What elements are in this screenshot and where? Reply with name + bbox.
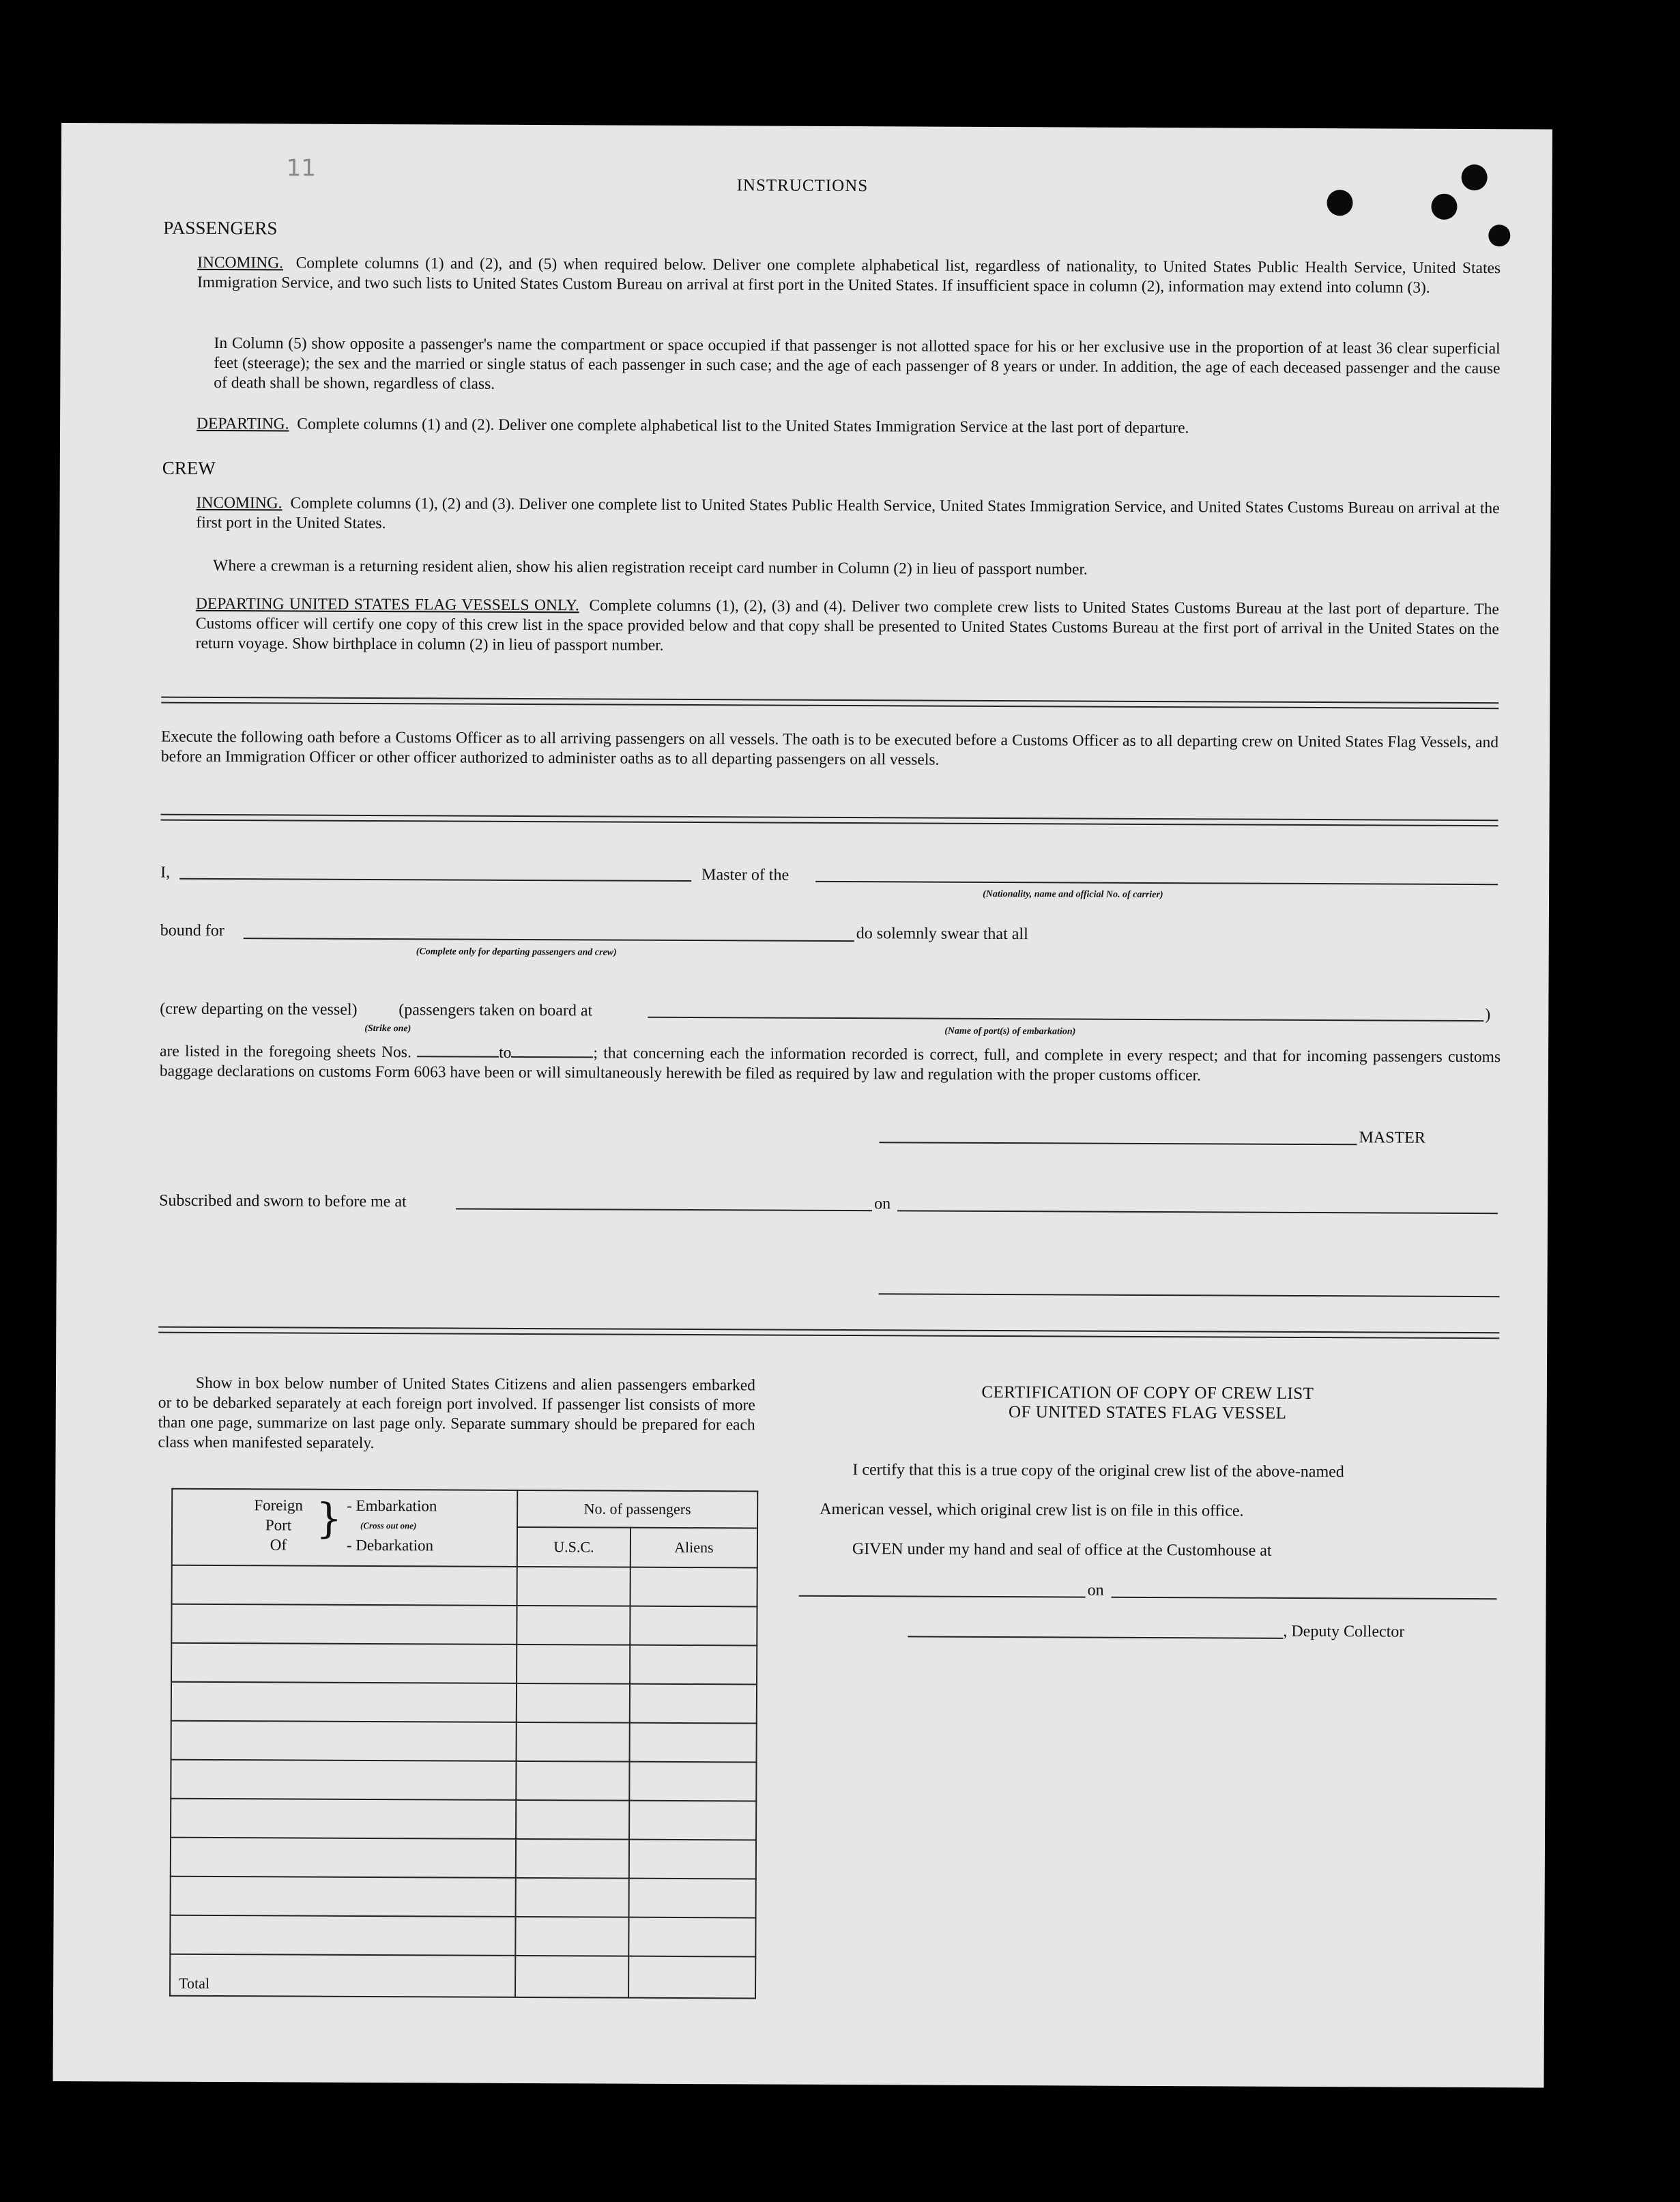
- embarkation-option: - Embarkation: [347, 1496, 437, 1515]
- usc-cell[interactable]: [517, 1567, 631, 1606]
- aliens-cell[interactable]: [629, 1840, 756, 1879]
- usc-header: U.S.C.: [517, 1527, 631, 1567]
- crew-incoming-label: INCOMING.: [196, 493, 283, 512]
- crew-incoming-text: Complete columns (1), (2) and (3). Deliver one complete list to United States Public Health Service, United States Immigration Service, and United States Customs Bureau on arrival at the first port in the United States.: [196, 494, 1500, 533]
- passengers-incoming: [197, 253, 1501, 298]
- total-aliens-cell[interactable]: [628, 1956, 755, 1999]
- section-divider: [161, 814, 1498, 827]
- subscribed-label: Subscribed and sworn to before me at: [159, 1191, 407, 1211]
- port-cell[interactable]: [171, 1643, 517, 1683]
- table-row: [170, 1915, 755, 1957]
- cross-out-caption: (Cross out one): [360, 1520, 417, 1531]
- aliens-cell[interactable]: [630, 1684, 757, 1724]
- passengers-incoming-text: Complete columns (1) and (2), and (5) when required below. Deliver one complete alphabetical list, regardless of nationality, to United States Public Health Service, United States Immigration Service, and two such lists to United States Custom Bureau on arrival at first port in the United States. If insufficient space in column (2), information may extend into column (3).: [197, 254, 1501, 297]
- port-cell[interactable]: [171, 1721, 517, 1761]
- usc-cell[interactable]: [517, 1683, 630, 1723]
- punch-hole: [1462, 164, 1488, 190]
- page-title: INSTRUCTIONS: [736, 176, 869, 196]
- table-row: [171, 1721, 757, 1763]
- passengers-departing: [197, 414, 1500, 439]
- aliens-cell[interactable]: [628, 1917, 755, 1957]
- passengers-heading: PASSENGERS: [163, 217, 278, 239]
- foreign-label: Foreign: [254, 1496, 303, 1514]
- usc-cell[interactable]: [516, 1839, 629, 1879]
- master-label: MASTER: [1359, 1129, 1425, 1147]
- usc-cell[interactable]: [516, 1800, 629, 1840]
- table-row: [171, 1682, 757, 1724]
- customhouse-field[interactable]: [799, 1595, 1086, 1598]
- table-row: [171, 1760, 756, 1801]
- master-name-field[interactable]: [179, 878, 691, 882]
- oath-i-label: I,: [160, 863, 171, 882]
- passenger-summary-table: [169, 1488, 758, 1999]
- crew-departing-label: DEPARTING UNITED STATES FLAG VESSELS ONLY.: [195, 594, 579, 615]
- embarkation-port-field[interactable]: [648, 1017, 1483, 1022]
- table-row: [171, 1604, 757, 1646]
- aliens-cell[interactable]: [629, 1762, 756, 1801]
- usc-cell[interactable]: [517, 1645, 630, 1684]
- passengers-departing-label: DEPARTING.: [197, 414, 289, 433]
- no-of-passengers-header: No. of passengers: [517, 1490, 757, 1529]
- officer-signature-field[interactable]: [879, 1293, 1500, 1297]
- certification-title: [841, 1382, 1455, 1424]
- ports-caption: (Name of port(s) of embarkation): [944, 1026, 1076, 1037]
- listed-to: to: [499, 1043, 512, 1062]
- passengers-taken-option: (passengers taken on board at: [399, 1001, 593, 1020]
- sheet-to-field[interactable]: [511, 1044, 593, 1058]
- aliens-cell[interactable]: [630, 1723, 757, 1763]
- total-row: [170, 1954, 755, 1999]
- certification-on-label: on: [1087, 1581, 1104, 1599]
- brace-glyph: }: [315, 1494, 343, 1543]
- usc-cell[interactable]: [517, 1722, 630, 1762]
- crew-departing: [196, 594, 1499, 659]
- master-signature-field[interactable]: [879, 1142, 1357, 1145]
- foreign-port-header: [172, 1489, 517, 1567]
- crew-departing-option: (crew departing on the vessel): [160, 1000, 358, 1019]
- passengers-column5: In Column (5) show opposite a passenger's name the compartment or space occupied if that passenger is not allotted space for his or her exclusive use in the proportion of at least 36 clear superficial feet (steerage); the sex and the married or single status of each passenger in such case; and the age of each passenger of 8 years or under. In addition, the age of each deceased passenger and the cause of death shall be shown, regardless of class.: [214, 334, 1501, 393]
- port-label: Port: [265, 1516, 292, 1534]
- port-cell[interactable]: [172, 1565, 517, 1606]
- document-page: [53, 123, 1552, 2088]
- table-row: [171, 1799, 756, 1840]
- usc-cell[interactable]: [516, 1761, 629, 1801]
- certification-date-field[interactable]: [1112, 1597, 1497, 1599]
- sworn-on-label: on: [874, 1195, 891, 1213]
- bound-for-label: bound for: [160, 921, 225, 940]
- port-cell[interactable]: [171, 1682, 517, 1722]
- master-of-label: Master of the: [701, 866, 790, 884]
- port-cell[interactable]: [171, 1877, 516, 1917]
- listed-pre: are listed in the foregoing sheets Nos.: [160, 1042, 411, 1062]
- usc-cell[interactable]: [515, 1917, 628, 1956]
- strike-one-caption: (Strike one): [364, 1023, 411, 1034]
- oath-listed-paragraph: [160, 1042, 1501, 1088]
- bound-for-caption: (Complete only for departing passengers and crew): [416, 946, 617, 958]
- usc-cell[interactable]: [517, 1606, 630, 1645]
- aliens-cell[interactable]: [631, 1567, 757, 1607]
- deputy-collector-label: , Deputy Collector: [1283, 1622, 1405, 1641]
- close-paren: ): [1485, 1006, 1491, 1024]
- punch-hole: [1327, 190, 1352, 216]
- table-row: [171, 1877, 756, 1918]
- swear-text: do solemnly swear that all: [856, 925, 1028, 944]
- certification-title-line1: CERTIFICATION OF COPY OF CREW LIST: [981, 1382, 1314, 1404]
- bound-for-field[interactable]: [244, 938, 854, 942]
- handwritten-mark: 11: [286, 154, 317, 182]
- sheet-from-field[interactable]: [417, 1043, 499, 1058]
- section-divider: [161, 697, 1498, 710]
- port-cell[interactable]: [170, 1915, 515, 1956]
- certification-title-line2: OF UNITED STATES FLAG VESSEL: [1009, 1403, 1287, 1423]
- summary-instruction: Show in box below number of United States Citizens and alien passengers embarked or to be debarked separately at each foreign port involved. If passenger list consists of more than one page, summarize on last page only. Separate summary should be prepared for each class when manifested separately.: [158, 1374, 755, 1453]
- oath-instruction: Execute the following oath before a Customs Officer as to all arriving passengers on all vessels. The oath is to be executed before a Customs Officer as to all departing crew on United States Flag Vessels, and before an Immigration Officer or other officer authorized to administer oaths as to all departing passengers on all vessels.: [160, 727, 1499, 769]
- port-cell[interactable]: [171, 1604, 517, 1645]
- debarkation-option: - Debarkation: [346, 1536, 434, 1554]
- aliens-cell[interactable]: [630, 1606, 757, 1646]
- crew-incoming: [196, 493, 1499, 538]
- certify-line2: American vessel, which original crew list is on file in this office.: [820, 1500, 1244, 1520]
- aliens-cell[interactable]: [629, 1879, 756, 1918]
- section-divider: [158, 1327, 1499, 1339]
- crew-resident: Where a crewman is a returning resident alien, show his alien registration receipt card number in Column (2) in lieu of passport number.: [213, 556, 1088, 579]
- carrier-caption: (Nationality, name and official No. of carrier): [983, 888, 1163, 901]
- table-row: [171, 1838, 756, 1879]
- given-line: GIVEN under my hand and seal of office at the Customhouse at: [852, 1540, 1272, 1560]
- summary-header-row: [172, 1489, 757, 1529]
- sworn-date-field[interactable]: [897, 1210, 1498, 1214]
- crew-heading: CREW: [162, 457, 216, 478]
- port-cell[interactable]: [171, 1838, 516, 1878]
- total-usc-cell[interactable]: [515, 1956, 628, 1998]
- of-label: Of: [270, 1536, 287, 1554]
- crew-departing-text: Complete columns (1), (2), (3) and (4). Deliver two complete crew lists to United States Customs Bureau at the last port of departure. The Customs officer will certify one copy of this crew list in the space provided below and that copy shall be presented to United States Customs Bureau at the first port of arrival in the United States on the return voyage. Show birthplace in column (2) in lieu of passport number.: [195, 596, 1499, 654]
- aliens-header: Aliens: [631, 1528, 757, 1567]
- usc-cell[interactable]: [516, 1878, 629, 1917]
- punch-hole: [1488, 224, 1510, 246]
- certify-line1: I certify that this is a true copy of the original crew list of the above-named: [852, 1461, 1344, 1481]
- passengers-incoming-label: INCOMING.: [197, 253, 284, 272]
- passengers-departing-text: Complete columns (1) and (2). Deliver one complete alphabetical list to the United States Immigration Service at the last port of departure.: [297, 415, 1189, 437]
- sworn-place-field[interactable]: [456, 1208, 872, 1212]
- table-row: [172, 1565, 757, 1607]
- port-cell[interactable]: [171, 1799, 516, 1839]
- total-label: Total: [170, 1954, 515, 1997]
- punch-hole: [1431, 194, 1457, 220]
- table-row: [171, 1643, 757, 1685]
- aliens-cell[interactable]: [630, 1645, 757, 1685]
- deputy-collector-signature-field[interactable]: [908, 1636, 1283, 1638]
- carrier-field[interactable]: [815, 881, 1498, 885]
- aliens-cell[interactable]: [629, 1801, 756, 1840]
- listed-post: ; that concerning each the information recorded is correct, full, and complete in every respect; and that for incoming passengers customs baggage declarations on customs Form 6063 have been or will simultaneously herewith be filed as required by law and regulation with the proper customs officer.: [159, 1044, 1501, 1085]
- port-cell[interactable]: [171, 1760, 516, 1800]
